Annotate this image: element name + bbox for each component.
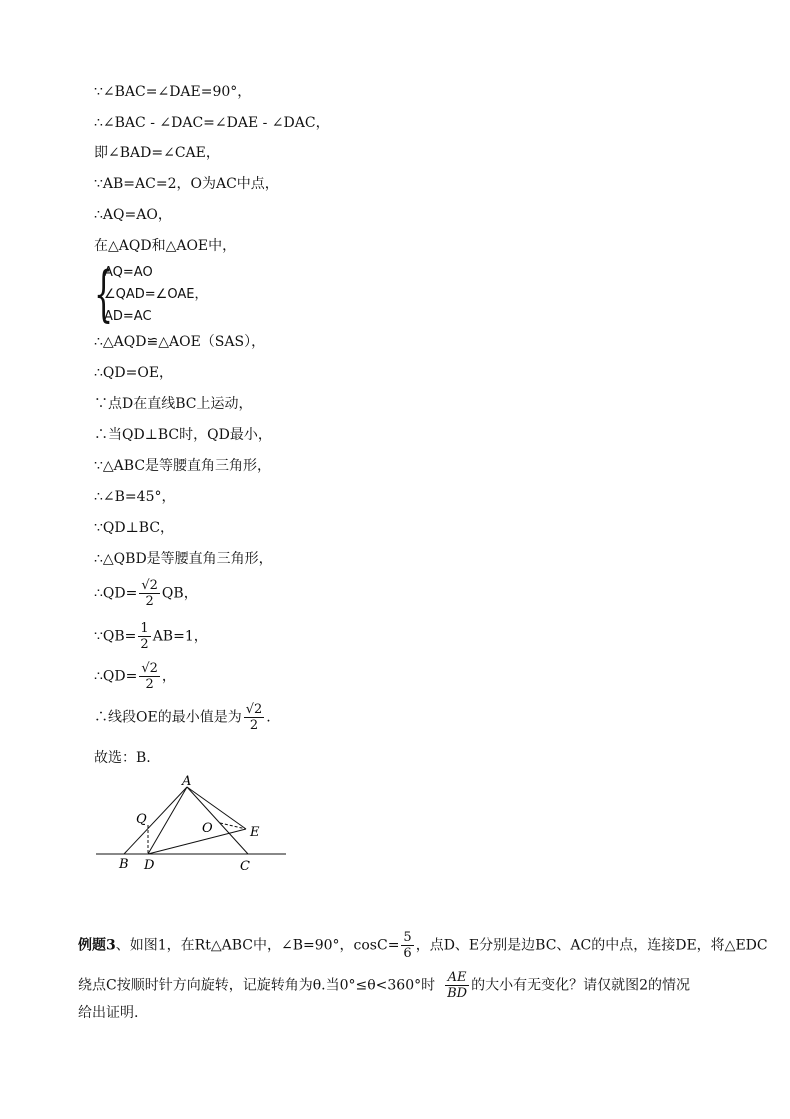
proof-line-8: ∴QD=OE，: [94, 365, 174, 381]
proof-line-10: ∴当QD⊥BC时，QD最小，: [94, 427, 272, 443]
proof-line-7: ∴△AQD≌△AOE（SAS），: [94, 334, 266, 350]
proof-line-17: [94, 661, 176, 692]
segment-de: [148, 829, 246, 854]
label-e: E: [250, 825, 260, 840]
proof-line-3: 即∠BAD=∠CAE，: [94, 145, 220, 161]
left-brace: {: [94, 259, 114, 329]
proof-line-9: ∵点D在直线BC上运动，: [94, 396, 253, 412]
proof-line-14: ∴△QBD是等腰直角三角形，: [94, 551, 273, 567]
example-label: 例题3: [78, 937, 116, 954]
line16-prefix: ∵QB=: [94, 628, 137, 645]
proof-line-18: [94, 702, 271, 733]
example-line-1: [78, 930, 768, 961]
system-line-3: AD=AC: [104, 309, 152, 324]
sqrt2-over-2-fraction: $\frac{√2}{2}$: [245, 702, 263, 733]
system-line-1: AQ=AO: [104, 265, 153, 280]
example-text-2b: 的大小有无变化？请仅就图2的情况: [471, 977, 691, 994]
system-line-2: ∠QAD=∠OAE，: [104, 287, 208, 302]
proof-line-5: ∴AQ=AO，: [94, 207, 172, 223]
label-q: Q: [136, 812, 147, 827]
label-b: B: [119, 857, 129, 872]
proof-line-12: ∴∠B=45°，: [94, 489, 176, 505]
line15-suffix: QB，: [161, 585, 198, 602]
line16-suffix: AB=1，: [152, 628, 208, 645]
geometry-figure: [90, 775, 290, 875]
label-c: C: [240, 859, 250, 874]
segment-ad: [148, 787, 187, 854]
line17-prefix: ∴QD=: [94, 668, 138, 685]
segment-ae: [187, 787, 246, 829]
line18-suffix: .: [266, 709, 271, 726]
sqrt2-over-2-fraction: $\frac{√2}{2}$: [141, 661, 158, 692]
proof-line-6: 在△AQD和△AOE中，: [94, 238, 237, 254]
proof-line-4: ∵AB=AC=2，O为AC中点，: [94, 176, 279, 192]
cos-fraction: $\frac{5}{6}$: [403, 930, 412, 961]
proof-line-11: ∵△ABC是等腰直角三角形，: [94, 458, 272, 474]
label-a: A: [182, 775, 192, 789]
proof-line-16: [94, 621, 208, 652]
proof-line-19: 故选：B.: [94, 750, 151, 766]
example-text-1a: 、如图1，在Rt△ABC中，∠B=90°，cosC=: [115, 937, 400, 954]
equation-system: [94, 259, 294, 330]
line17-suffix: ，: [161, 668, 176, 685]
example-line-3: 给出证明.: [78, 1005, 139, 1021]
example-line-2: [78, 970, 690, 1001]
label-d: D: [144, 858, 155, 873]
half-fraction: $\frac{1}{2}$: [140, 621, 149, 652]
proof-line-1: ∵∠BAC=∠DAE=90°，: [94, 84, 252, 100]
example-text-2a: 绕点C按顺时针方向旋转，记旋转角为θ.当0°≤θ<360°时: [78, 977, 436, 994]
line18-prefix: ∴线段OE的最小值是为: [94, 709, 242, 726]
segment-ab: [124, 787, 187, 854]
proof-line-2: ∴∠BAC - ∠DAC=∠DAE - ∠DAC，: [94, 115, 330, 131]
example-text-1b: ，点D、E分别是边BC、AC的中点，连接DE，将△EDC: [415, 937, 768, 954]
ae-over-bd-fraction: $\frac{AE}{BD}$: [447, 970, 468, 1001]
proof-line-15: [94, 578, 198, 609]
line15-prefix: ∴QD=: [94, 585, 138, 602]
segment-ac: [187, 787, 248, 854]
sqrt2-over-2-fraction: $\frac{√2}{2}$: [141, 578, 158, 609]
label-o: O: [202, 821, 213, 836]
proof-line-13: ∵QD⊥BC，: [94, 520, 175, 536]
